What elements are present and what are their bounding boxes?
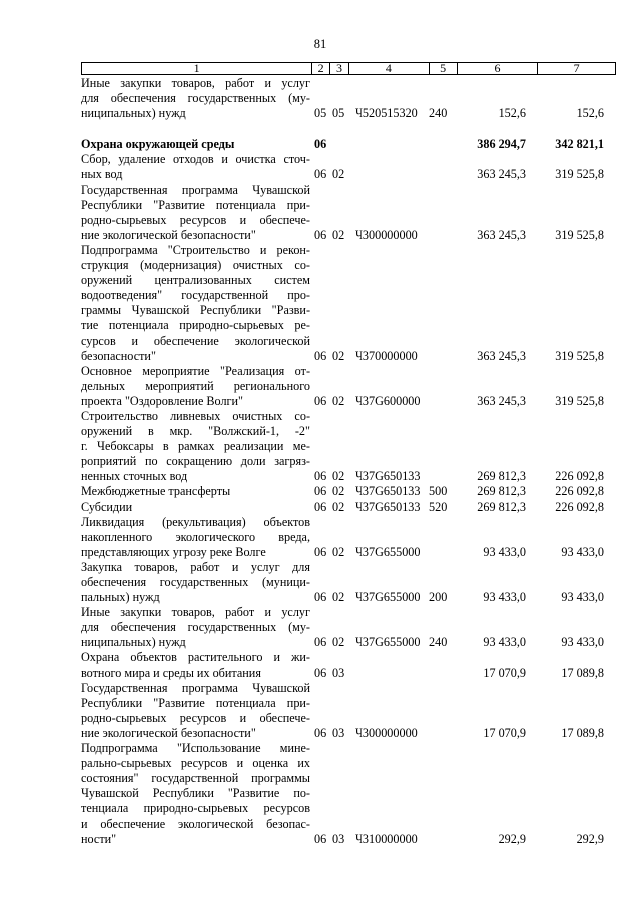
row-cell-c5: 500	[429, 484, 448, 499]
row-cell-c3: 02	[332, 590, 345, 605]
row-cell-c2: 06	[314, 831, 327, 846]
row-name	[81, 681, 310, 741]
row-name	[81, 137, 310, 152]
row-name-line: оружений централизованных систем	[81, 273, 310, 288]
row-cell-c7: 93 433,0	[561, 590, 604, 605]
row-name-line: Строительство ливневых очистных со-	[81, 408, 310, 423]
table-row	[81, 364, 616, 409]
table-row	[81, 243, 616, 364]
row-cell-c7: 319 525,8	[555, 348, 604, 363]
table-row	[81, 515, 616, 560]
row-name-line: Подпрограмма "Использование мине-	[81, 741, 310, 756]
row-name-line: Чувашской Республики "Развитие по-	[81, 786, 310, 801]
row-cell-c2: 06	[314, 590, 327, 605]
table-header	[81, 62, 616, 75]
row-cell-c4: Ч520515320	[355, 106, 418, 121]
row-cell-c2: 06	[314, 484, 327, 499]
row-cell-c3: 02	[332, 167, 345, 182]
table-row	[81, 681, 616, 741]
row-cell-c3: 02	[332, 469, 345, 484]
row-name-line: дельных мероприятий регионального	[81, 378, 310, 393]
row-cell-c3: 03	[332, 725, 345, 740]
row-cell-c4: Ч37G650133	[355, 469, 421, 484]
row-name-line: ние экологической безопасности"	[81, 725, 256, 740]
row-cell-c2: 06	[314, 137, 327, 152]
table-row	[81, 183, 616, 243]
row-name-line: тенциала природно-сырьевых ресурсов	[81, 801, 310, 816]
table-row	[81, 137, 616, 152]
row-name-line: безопасности"	[81, 348, 156, 363]
header-col-7: 7	[537, 63, 615, 74]
row-cell-c4: Ч37G655000	[355, 544, 421, 559]
row-cell-c5: 520	[429, 499, 448, 514]
header-col-3: 3	[329, 63, 348, 74]
row-cell-c4: Ч300000000	[355, 227, 418, 242]
row-cell-c6: 269 812,3	[477, 499, 526, 514]
row-cell-c2: 06	[314, 665, 327, 680]
row-name-line: и обеспечение экологической безопас-	[81, 816, 310, 831]
row-cell-c7: 93 433,0	[561, 635, 604, 650]
row-cell-c2: 05	[314, 106, 327, 121]
row-cell-c2: 06	[314, 348, 327, 363]
row-cell-c7: 342 821,1	[555, 137, 604, 152]
row-name-line: Государственная программа Чувашской	[81, 680, 310, 695]
header-col-4: 4	[348, 63, 429, 74]
row-name	[81, 409, 310, 484]
row-cell-c7: 152,6	[576, 106, 604, 121]
row-name	[81, 243, 310, 364]
row-name	[81, 484, 310, 499]
table-row	[81, 560, 616, 605]
row-cell-c3: 03	[332, 831, 345, 846]
row-cell-c2: 06	[314, 635, 327, 650]
row-name-line: Республики "Развитие потенциала при-	[81, 695, 310, 710]
row-cell-c4: Ч37G650133	[355, 499, 421, 514]
row-cell-c7: 17 089,8	[561, 665, 604, 680]
row-cell-c2: 06	[314, 227, 327, 242]
row-cell-c6: 363 245,3	[477, 393, 526, 408]
row-name-line: водоотведения" государственной про-	[81, 288, 310, 303]
row-cell-c3: 02	[332, 484, 345, 499]
table-row	[81, 152, 616, 182]
table-row	[81, 650, 616, 680]
row-name-line: родно-сырьевых ресурсов и обеспече-	[81, 212, 310, 227]
row-cell-c3: 03	[332, 665, 345, 680]
row-cell-c7: 292,9	[576, 831, 604, 846]
row-name-line: Субсидии	[81, 499, 133, 514]
row-cell-c6: 93 433,0	[483, 635, 526, 650]
row-name-line: Межбюджетные трансферты	[81, 484, 231, 499]
row-cell-c6: 93 433,0	[483, 544, 526, 559]
table-row	[81, 741, 616, 847]
row-name-line: ных вод	[81, 167, 123, 182]
row-name-line: обеспечения государственных (муници-	[81, 575, 310, 589]
row-cell-c4: Ч370000000	[355, 348, 418, 363]
row-name-line: представляющих угрозу реке Волге	[81, 544, 266, 559]
row-cell-c7: 226 092,8	[555, 484, 604, 499]
table-row	[81, 409, 616, 484]
row-cell-c5: 240	[429, 106, 448, 121]
row-name	[81, 152, 310, 182]
row-name	[81, 500, 310, 515]
row-cell-c2: 06	[314, 499, 327, 514]
row-cell-c7: 93 433,0	[561, 544, 604, 559]
row-cell-c2: 06	[314, 393, 327, 408]
row-cell-c6: 93 433,0	[483, 590, 526, 605]
row-name-line: Охрана объектов растительного и жи-	[81, 650, 310, 665]
row-cell-c7: 226 092,8	[555, 469, 604, 484]
row-cell-c6: 292,9	[498, 831, 526, 846]
header-col-6: 6	[457, 63, 538, 74]
row-name-line: проекта "Оздоровление Волги"	[81, 393, 244, 408]
table-row	[81, 76, 616, 121]
row-cell-c3: 02	[332, 635, 345, 650]
row-cell-c6: 386 294,7	[477, 137, 526, 152]
row-name-line: Сбор, удаление отходов и очистка сточ-	[81, 152, 310, 167]
row-cell-c4: Ч300000000	[355, 725, 418, 740]
row-cell-c3: 02	[332, 348, 345, 363]
row-cell-c7: 17 089,8	[561, 725, 604, 740]
row-cell-c2: 06	[314, 167, 327, 182]
row-cell-c2: 06	[314, 469, 327, 484]
row-name-line: Государственная программа Чувашской	[81, 182, 310, 197]
row-cell-c7: 226 092,8	[555, 499, 604, 514]
budget-table-body	[81, 76, 616, 847]
row-cell-c4: Ч37G655000	[355, 635, 421, 650]
page-number: 81	[313, 37, 327, 51]
row-cell-c6: 363 245,3	[477, 167, 526, 182]
row-name	[81, 741, 310, 847]
row-name-line: пальных) нужд	[81, 590, 160, 605]
row-name	[81, 560, 310, 605]
row-name-line: для обеспечения государственных (му-	[81, 91, 310, 106]
row-name-line: ние экологической безопасности"	[81, 227, 256, 242]
row-cell-c2: 06	[314, 725, 327, 740]
row-cell-c7: 319 525,8	[555, 393, 604, 408]
row-cell-c3: 02	[332, 227, 345, 242]
row-cell-c6: 363 245,3	[477, 227, 526, 242]
header-col-1: 1	[193, 61, 200, 75]
row-cell-c7: 319 525,8	[555, 227, 604, 242]
row-cell-c4: Ч37G650133	[355, 484, 421, 499]
row-name-line: Подпрограмма "Строительство и рекон-	[81, 242, 310, 257]
row-name-line: Иные закупки товаров, работ и услуг	[81, 605, 310, 620]
row-name-line: оружений в мкр. "Волжский-1, -2"	[81, 424, 310, 439]
row-name-line: сурсов и обеспечение экологической	[81, 333, 310, 348]
row-name-line: роприятий по сокращению доли загряз-	[81, 454, 310, 469]
row-cell-c6: 363 245,3	[477, 348, 526, 363]
row-name	[81, 183, 310, 243]
row-cell-c4: Ч37G600000	[355, 393, 421, 408]
row-cell-c3: 05	[332, 106, 345, 121]
table-row	[81, 605, 616, 650]
row-name-line: тие потенциала природно-сырьевых ре-	[81, 318, 310, 333]
row-name-line: ности"	[81, 831, 117, 846]
row-name-line: ненных сточных вод	[81, 469, 188, 484]
row-name-line: ниципальных) нужд	[81, 106, 186, 121]
row-spacer	[81, 121, 616, 137]
row-cell-c5: 240	[429, 635, 448, 650]
row-cell-c4: Ч37G655000	[355, 590, 421, 605]
row-cell-c3: 02	[332, 499, 345, 514]
row-cell-c6: 17 070,9	[483, 665, 526, 680]
table-row	[81, 500, 616, 515]
row-cell-c6: 269 812,3	[477, 469, 526, 484]
row-name-line: состояния" государственной программы	[81, 771, 310, 786]
row-cell-c6: 152,6	[498, 106, 526, 121]
row-name	[81, 605, 310, 650]
table-row	[81, 484, 616, 499]
row-name-line: Закупка товаров, работ и услуг для	[81, 559, 310, 574]
row-name-line: Основное мероприятие "Реализация от-	[81, 363, 310, 378]
row-name-line: Ликвидация (рекультивация) объектов	[81, 514, 310, 529]
row-cell-c7: 319 525,8	[555, 167, 604, 182]
header-col-2: 2	[311, 63, 329, 74]
row-name-line: родно-сырьевых ресурсов и обеспече-	[81, 710, 310, 725]
row-name-line: Охрана окружающей среды	[81, 137, 235, 152]
row-cell-c3: 02	[332, 544, 345, 559]
row-name-line: рально-сырьевых ресурсов и оценка их	[81, 756, 310, 771]
row-cell-c6: 17 070,9	[483, 725, 526, 740]
row-name	[81, 364, 310, 409]
row-name-line: Республики "Развитие потенциала при-	[81, 197, 310, 212]
row-name-line: для обеспечения государственных (му-	[81, 620, 310, 635]
row-name-line: ниципальных) нужд	[81, 635, 186, 650]
row-name-line: г. Чебоксары в рамках реализации ме-	[81, 439, 310, 454]
row-name	[81, 76, 310, 121]
row-name-line: струкция (модернизация) очистных со-	[81, 258, 310, 273]
row-name-line: накопленного экологического вреда,	[81, 529, 310, 544]
header-col-5: 5	[429, 63, 457, 74]
row-cell-c4: Ч310000000	[355, 831, 418, 846]
row-cell-c6: 269 812,3	[477, 484, 526, 499]
row-name	[81, 650, 310, 680]
row-cell-c2: 06	[314, 544, 327, 559]
row-cell-c5: 200	[429, 590, 448, 605]
row-name-line: граммы Чувашской Республики "Разви-	[81, 303, 310, 318]
row-name	[81, 515, 310, 560]
row-cell-c3: 02	[332, 393, 345, 408]
row-name-line: вотного мира и среды их обитания	[81, 665, 261, 680]
row-name-line: Иные закупки товаров, работ и услуг	[81, 76, 310, 90]
